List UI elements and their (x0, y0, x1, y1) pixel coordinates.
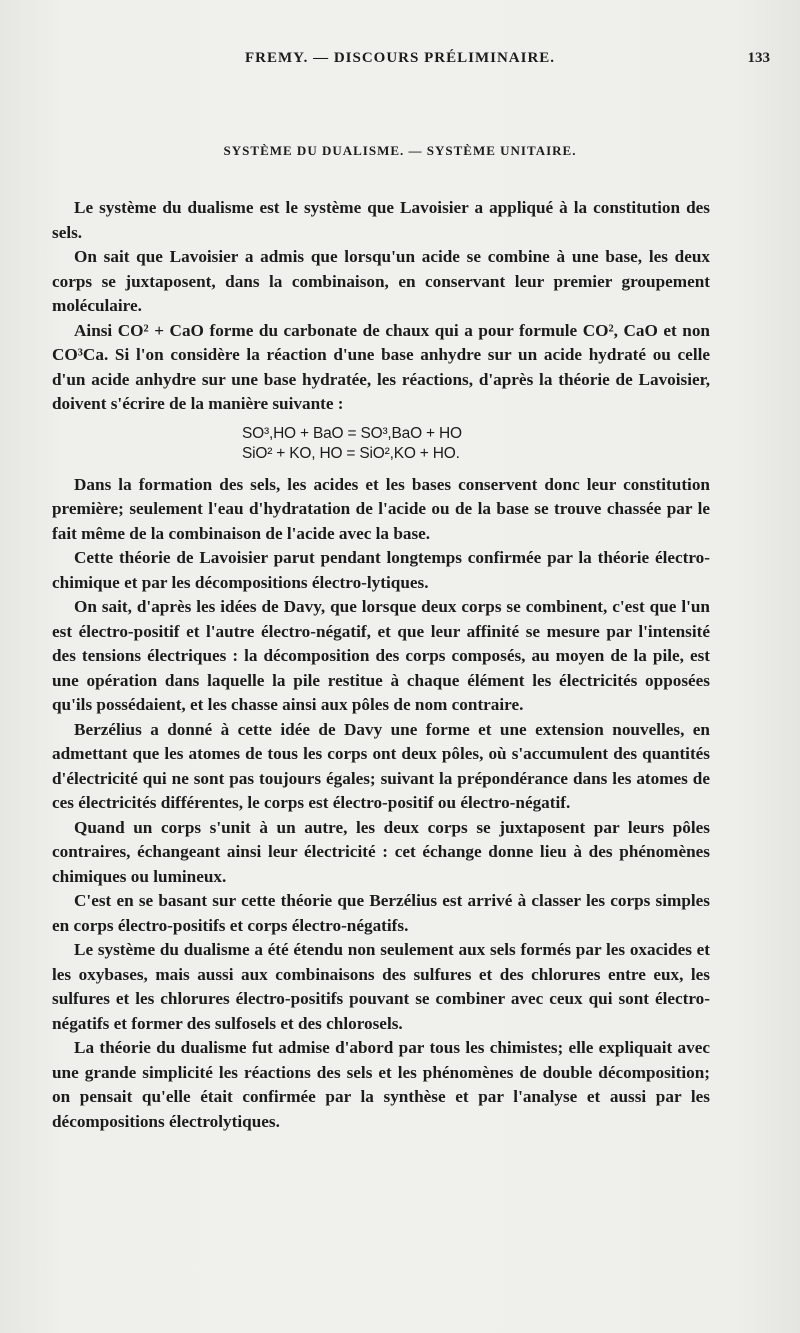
paragraph: La théorie du dualisme fut admise d'abord par tous les chimistes; elle expliquait avec une grande simplicité les réactions des sels et les phénomènes de double décomposition; on pensait qu'elle était confirmée par la synthèse et par l'analyse et aussi par les décompositions électrolytiques. (52, 1038, 710, 1131)
paragraph: Le système du dualisme est le système que Lavoisier a appliqué à la constitution des sels. (52, 198, 710, 242)
paragraph: Berzélius a donné à cette idée de Davy une forme et une extension nouvelles, en admettant que les atomes de tous les corps ont deux pôles, où s'accumulent des quantités d'électricité qui ne sont pas toujours égales; suivant la prépondérance dans les atomes de ces électricités différentes, le corps est électro-positif ou électro-négatif. (52, 719, 710, 812)
paragraph: On sait que Lavoisier a admis que lorsqu'un acide se combine à une base, les deux corps se juxtaposent, dans la combinaison, en conservant leur premier groupement moléculaire. (52, 247, 710, 315)
equation: SO³,HO + BaO = SO³,BaO + HO (242, 424, 462, 442)
paragraph: Cette théorie de Lavoisier parut pendant longtemps confirmée par la théorie électro-chimique et par les décompositions électro-lytiques. (52, 548, 710, 592)
paragraph: Quand un corps s'unit à un autre, les deux corps se juxtaposent par leurs pôles contraires, échangeant ainsi leur électricité : cet échange donne lieu à des phénomènes chimiques ou lumineux. (52, 817, 710, 886)
running-title: FREMY. — DISCOURS PRÉLIMINAIRE. (244, 50, 556, 66)
paragraph: Le système du dualisme a été étendu non seulement aux sels formés par les oxacides et les oxybases, mais aussi aux combinaisons des sulfures et des chlorures entre eux, les sulfures et les chlorures électro-positifs pouvant se combiner avec ceux qui sont électro-négatifs et former des sulfosels et des chlorosels. (52, 940, 710, 1033)
equation-block (52, 424, 710, 464)
paragraph: Dans la formation des sels, les acides et les bases conservent donc leur constitution première; seulement l'eau d'hydratation de l'acide ou de la base se trouve chassée par le fait même de la combinaison de l'acide avec la base. (52, 474, 710, 543)
paragraph: Ainsi CO² + CaO forme du carbonate de chaux qui a pour formule CO², CaO et non CO³Ca. Si l'on considère la réaction d'une base anhydre sur un acide hydraté ou celle d'un acide anhydre sur une base hydratée, les réactions, d'après la théorie de Lavoisier, doivent s'écrire de la manière suivante : (52, 320, 710, 413)
page-header (0, 50, 800, 74)
page-number: 133 (747, 50, 770, 66)
section-title: SYSTÈME DU DUALISME. — SYSTÈME UNITAIRE. (223, 143, 577, 158)
equation: SiO² + KO, HO = SiO²,KO + HO. (242, 444, 460, 462)
paragraph: C'est en se basant sur cette théorie que Berzélius est arrivé à classer les corps simples en corps électro-positifs et corps électro-négatifs. (52, 891, 710, 935)
paragraph: On sait, d'après les idées de Davy, que lorsque deux corps se combinent, c'est que l'un est électro-positif et l'autre électro-négatif, et que leur affinité se mesure par l'intensité des tensions électriques : la décomposition des corps composés, au moyen de la pile, est une opération dans laquelle la pile restitue à chaque élément les électricités opposées qu'ils possédaient, et les chasse ainsi aux pôles de nom contraire. (52, 597, 710, 714)
body-text (52, 196, 710, 1134)
